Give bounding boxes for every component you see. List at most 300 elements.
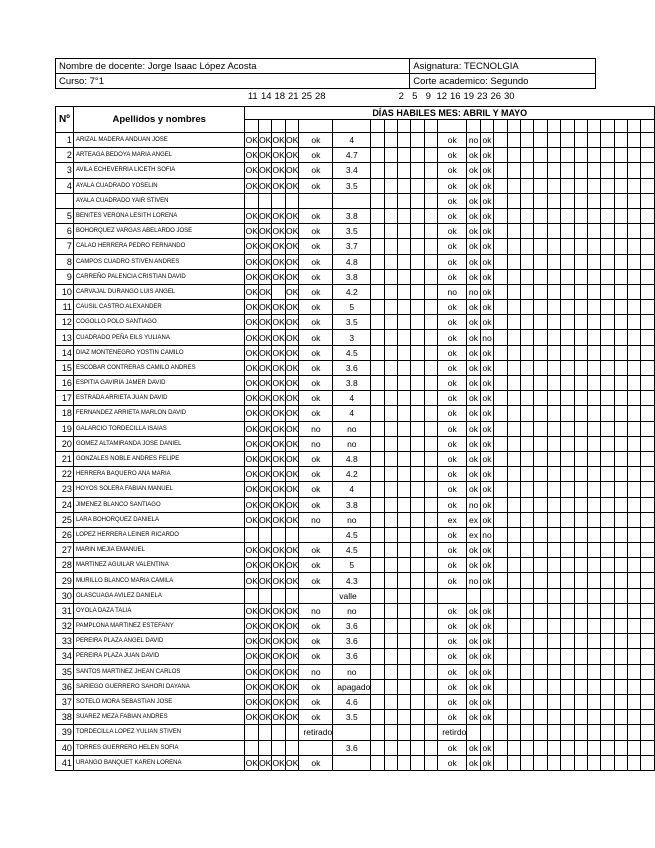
attendance-cell [507,664,520,679]
attendance-cell [628,710,641,725]
attendance-cell [371,755,384,770]
attendance-cell [384,391,397,406]
attendance-cell [411,725,424,740]
attendance-cell [424,512,437,527]
attendance-cell: OK [285,664,298,679]
attendance-cell: ok [438,710,467,725]
attendance-cell [534,300,547,315]
attendance-cell [534,224,547,239]
attendance-cell: ok [438,679,467,694]
attendance-cell [547,451,560,466]
attendance-table [55,106,655,771]
attendance-cell: ok [480,133,493,148]
attendance-cell: OK [285,512,298,527]
attendance-cell: 4.2 [333,467,371,482]
attendance-cell: OK [258,497,271,512]
attendance-cell [628,603,641,618]
attendance-cell [494,269,507,284]
attendance-cell: ok [467,269,480,284]
attendance-cell [398,497,411,512]
attendance-cell [628,315,641,330]
table-row [56,694,655,709]
teacher-name: Nombre de docente: Jorge Isaac López Acosta [56,59,410,74]
attendance-cell [521,178,534,193]
attendance-cell [574,315,587,330]
attendance-cell [411,406,424,421]
attendance-cell [574,148,587,163]
attendance-cell: OK [272,376,285,391]
attendance-cell: OK [285,451,298,466]
student-number: 37 [56,694,74,709]
attendance-cell [614,300,627,315]
attendance-cell [641,436,655,451]
attendance-cell: no [467,133,480,148]
attendance-cell [507,451,520,466]
attendance-cell: OK [272,406,285,421]
attendance-cell: ok [467,345,480,360]
student-number: 18 [56,406,74,421]
attendance-cell [628,497,641,512]
table-row [56,588,655,603]
attendance-cell [398,710,411,725]
attendance-cell [521,208,534,223]
attendance-cell [424,239,437,254]
attendance-cell [601,436,614,451]
day-number: 2 [398,91,404,102]
attendance-cell [547,619,560,634]
attendance-cell [614,755,627,770]
attendance-cell [574,694,587,709]
attendance-cell [494,148,507,163]
attendance-cell [398,330,411,345]
attendance-cell [561,193,574,208]
attendance-cell [628,679,641,694]
attendance-cell: ok [480,148,493,163]
attendance-cell [521,133,534,148]
attendance-cell: no [299,603,333,618]
attendance-cell [547,603,560,618]
attendance-cell [628,178,641,193]
attendance-cell [411,224,424,239]
attendance-cell [371,619,384,634]
attendance-cell [641,543,655,558]
empty-day-cell [521,120,534,133]
day-number: 21 [287,91,299,102]
attendance-cell [641,421,655,436]
attendance-cell: OK [272,178,285,193]
attendance-cell [398,679,411,694]
attendance-cell: ok [299,634,333,649]
attendance-cell: ok [467,679,480,694]
attendance-cell [424,300,437,315]
student-name: GOMEZ ALTAMIRANDA JOSE DANIEL [73,436,245,451]
attendance-cell: no [480,527,493,542]
attendance-cell [641,178,655,193]
attendance-cell [547,573,560,588]
attendance-cell [534,482,547,497]
attendance-cell [398,391,411,406]
attendance-cell [547,315,560,330]
attendance-cell [587,512,600,527]
attendance-cell [494,345,507,360]
attendance-cell [601,239,614,254]
attendance-cell: ok [438,421,467,436]
attendance-cell [641,254,655,269]
attendance-cell [628,163,641,178]
attendance-cell [272,193,285,208]
attendance-cell [507,376,520,391]
attendance-cell: ok [438,345,467,360]
attendance-cell [628,360,641,375]
attendance-cell [245,193,258,208]
attendance-cell: no [467,573,480,588]
attendance-cell [614,178,627,193]
attendance-cell [601,740,614,755]
attendance-cell [424,482,437,497]
attendance-cell [641,512,655,527]
attendance-cell: 3.6 [333,634,371,649]
attendance-cell [507,163,520,178]
attendance-cell [561,451,574,466]
student-name: CARVAJAL DURANGO LUIS ANGEL [73,284,245,299]
attendance-cell [424,573,437,588]
attendance-cell: OK [258,573,271,588]
attendance-cell: OK [285,755,298,770]
attendance-cell [561,527,574,542]
attendance-cell [424,710,437,725]
attendance-cell: ok [467,254,480,269]
student-number: 25 [56,512,74,527]
student-name: HERRERA BAQUERO ANA MARIA [73,467,245,482]
attendance-cell [561,269,574,284]
attendance-cell: no [333,603,371,618]
attendance-cell [494,376,507,391]
attendance-cell [521,725,534,740]
attendance-cell: OK [272,755,285,770]
attendance-cell [411,740,424,755]
day-number: 11 [247,91,258,102]
attendance-cell [371,254,384,269]
attendance-cell [384,224,397,239]
attendance-cell [534,284,547,299]
attendance-cell [641,315,655,330]
student-number: 16 [56,376,74,391]
attendance-cell: OK [245,619,258,634]
attendance-cell [534,725,547,740]
attendance-cell: 4 [333,482,371,497]
attendance-cell [494,406,507,421]
attendance-cell: 3.6 [333,649,371,664]
attendance-cell [601,148,614,163]
attendance-cell [547,558,560,573]
attendance-cell [614,163,627,178]
attendance-cell [561,421,574,436]
attendance-cell [587,193,600,208]
attendance-cell: ok [438,330,467,345]
attendance-cell [547,497,560,512]
attendance-cell [534,467,547,482]
attendance-cell: OK [245,163,258,178]
attendance-cell [641,406,655,421]
attendance-cell: OK [285,406,298,421]
empty-day-cell [272,120,285,133]
empty-day-cell [333,120,371,133]
attendance-cell [601,224,614,239]
attendance-cell: OK [272,269,285,284]
student-number: 30 [56,588,74,603]
attendance-cell: OK [272,421,285,436]
attendance-cell [411,451,424,466]
attendance-cell [521,543,534,558]
attendance-cell: ok [467,451,480,466]
attendance-cell: ok [467,224,480,239]
attendance-cell [574,740,587,755]
attendance-cell [507,603,520,618]
attendance-cell: ok [299,254,333,269]
attendance-cell: 4.6 [333,694,371,709]
student-name: JIMENEZ BLANCO SANTIAGO [73,497,245,512]
attendance-cell [521,239,534,254]
attendance-cell: OK [245,224,258,239]
attendance-cell: OK [258,482,271,497]
attendance-cell [641,391,655,406]
attendance-cell: OK [258,436,271,451]
attendance-cell [371,148,384,163]
attendance-cell [534,148,547,163]
day-number: 9 [425,91,431,102]
attendance-cell: OK [285,376,298,391]
attendance-cell [534,740,547,755]
student-name: AYALA CUADRADO YOSELIN [73,178,245,193]
attendance-cell: OK [272,482,285,497]
student-number: 41 [56,755,74,770]
attendance-cell: OK [245,512,258,527]
attendance-cell: OK [272,360,285,375]
attendance-cell [534,512,547,527]
attendance-cell: ok [438,148,467,163]
attendance-cell: OK [272,467,285,482]
attendance-cell [507,619,520,634]
attendance-cell [384,163,397,178]
attendance-cell [628,193,641,208]
attendance-cell [561,163,574,178]
attendance-cell: 3.8 [333,497,371,512]
attendance-cell: OK [245,634,258,649]
attendance-cell [285,588,298,603]
attendance-cell [299,527,333,542]
attendance-cell: ok [438,300,467,315]
student-name: MURILLO BLANCO MARIA CAMILA [73,573,245,588]
attendance-cell [398,315,411,330]
attendance-cell [398,694,411,709]
attendance-cell [628,558,641,573]
attendance-cell: ok [299,330,333,345]
student-number: 4 [56,178,74,193]
attendance-cell [411,421,424,436]
student-name: GONZALES NOBLE ANDRES FELIPE [73,451,245,466]
attendance-cell: ok [480,345,493,360]
attendance-cell: ok [480,512,493,527]
attendance-cell [494,543,507,558]
attendance-cell: ok [438,376,467,391]
attendance-cell: ok [299,360,333,375]
note-cell: valle [333,588,371,603]
student-name: TORDECILLA LOPEZ YULIAN STIVEN [73,725,245,740]
attendance-cell [614,239,627,254]
attendance-cell [398,269,411,284]
attendance-cell [641,239,655,254]
attendance-cell [371,345,384,360]
attendance-cell: OK [272,208,285,223]
attendance-cell [534,406,547,421]
attendance-cell [507,300,520,315]
table-row [56,649,655,664]
student-name: HOYOS SOLERA FABIAN MANUEL [73,482,245,497]
attendance-cell: no [467,284,480,299]
attendance-cell [641,330,655,345]
attendance-cell [587,497,600,512]
attendance-cell [534,208,547,223]
attendance-cell [371,467,384,482]
attendance-cell: OK [272,573,285,588]
attendance-cell [614,558,627,573]
student-name: URANGO BANQUET KAREN LORENA [73,755,245,770]
attendance-cell [411,603,424,618]
attendance-cell [424,436,437,451]
attendance-cell: ok [299,163,333,178]
attendance-cell: ok [438,527,467,542]
attendance-cell: OK [245,558,258,573]
attendance-cell [547,710,560,725]
attendance-cell [628,284,641,299]
table-row [56,163,655,178]
attendance-cell [601,254,614,269]
attendance-cell [614,497,627,512]
student-number: 8 [56,254,74,269]
attendance-cell [494,315,507,330]
attendance-cell: OK [285,224,298,239]
attendance-cell: ok [480,679,493,694]
attendance-cell: OK [245,391,258,406]
attendance-cell [574,391,587,406]
attendance-cell: ok [480,603,493,618]
attendance-cell [574,254,587,269]
attendance-cell [424,330,437,345]
empty-day-cell [601,120,614,133]
day-number: 26 [490,91,502,102]
attendance-cell [411,694,424,709]
attendance-cell [601,710,614,725]
attendance-cell [521,527,534,542]
attendance-cell [534,345,547,360]
attendance-cell [574,239,587,254]
attendance-cell [371,193,384,208]
attendance-cell: ok [480,649,493,664]
attendance-cell [258,193,271,208]
attendance-cell [601,345,614,360]
attendance-cell: OK [258,148,271,163]
attendance-cell [398,254,411,269]
attendance-cell: OK [245,178,258,193]
attendance-cell: no [299,512,333,527]
attendance-cell: ok [299,376,333,391]
attendance-cell [601,482,614,497]
attendance-cell: ok [467,360,480,375]
attendance-cell [614,193,627,208]
attendance-cell: ok [480,163,493,178]
attendance-cell: ok [480,710,493,725]
days-header: DÍAS HABILES MES: ABRIL Y MAYO [245,107,655,120]
attendance-cell: ok [480,269,493,284]
names-header: Apellidos y nombres [73,107,245,133]
attendance-cell [384,497,397,512]
attendance-cell: OK [258,376,271,391]
attendance-cell [371,512,384,527]
attendance-cell: OK [245,148,258,163]
attendance-cell [494,740,507,755]
student-number: 40 [56,740,74,755]
attendance-cell [547,679,560,694]
attendance-cell: OK [245,269,258,284]
attendance-cell [371,725,384,740]
attendance-cell [424,315,437,330]
attendance-cell [411,649,424,664]
attendance-cell [587,300,600,315]
student-name: MARIN MEJIA EMANUEL [73,543,245,558]
attendance-cell: ok [480,254,493,269]
attendance-cell [521,710,534,725]
attendance-cell [641,193,655,208]
student-name: AYALA CUADRADO YAIR STIVEN [73,193,245,208]
attendance-cell: ok [438,649,467,664]
attendance-cell [384,664,397,679]
attendance-cell [547,360,560,375]
attendance-cell [411,148,424,163]
empty-day-cell [398,120,411,133]
student-number: 20 [56,436,74,451]
attendance-cell: OK [258,406,271,421]
attendance-cell [561,634,574,649]
attendance-cell: ok [467,178,480,193]
attendance-cell: OK [245,664,258,679]
attendance-cell [507,406,520,421]
attendance-cell [371,239,384,254]
attendance-cell [614,603,627,618]
attendance-cell [547,527,560,542]
number-header: Nº [56,107,74,133]
attendance-cell: OK [245,239,258,254]
student-name: MARTINEZ AGUILAR VALENTINA [73,558,245,573]
attendance-cell [641,284,655,299]
attendance-cell [561,178,574,193]
attendance-cell: ok [480,193,493,208]
attendance-cell: ex [438,512,467,527]
attendance-cell [641,649,655,664]
attendance-cell [371,269,384,284]
attendance-cell [494,254,507,269]
student-number: 7 [56,239,74,254]
attendance-cell [628,269,641,284]
student-number: 10 [56,284,74,299]
attendance-cell [561,649,574,664]
note-cell [333,725,371,740]
attendance-cell [507,558,520,573]
attendance-cell [521,664,534,679]
table-row [56,527,655,542]
attendance-cell [398,467,411,482]
attendance-cell [398,755,411,770]
attendance-cell: ok [299,300,333,315]
